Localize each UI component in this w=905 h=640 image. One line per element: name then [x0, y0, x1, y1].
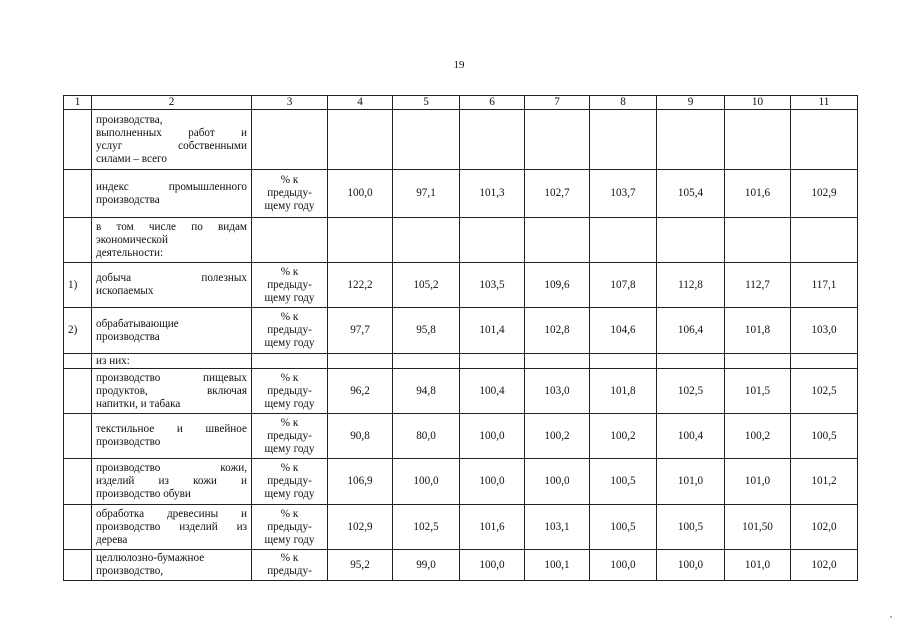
- indicator-name: [92, 308, 252, 354]
- value-cell: 102,5: [657, 369, 725, 414]
- value-cell: 96,2: [328, 369, 393, 414]
- value-cell: 101,0: [657, 459, 725, 505]
- value-cell: 102,7: [525, 170, 590, 218]
- row-index: 1): [64, 263, 92, 308]
- value-cell: 103,7: [590, 170, 657, 218]
- value-cell: 102,8: [525, 308, 590, 354]
- value-cell: [328, 218, 393, 263]
- value-cell: 101,6: [725, 170, 791, 218]
- value-cell: 100,2: [525, 414, 590, 459]
- value-cell: 100,4: [460, 369, 525, 414]
- unit-cell: [252, 414, 328, 459]
- value-cell: 101,50: [725, 505, 791, 550]
- value-cell: 103,0: [791, 308, 858, 354]
- unit-cell: [252, 459, 328, 505]
- value-cell: 102,9: [791, 170, 858, 218]
- value-cell: 99,0: [393, 550, 460, 581]
- indicator-name-line: добыча полезных: [96, 272, 247, 284]
- table-row: [64, 263, 858, 308]
- value-cell: [460, 354, 525, 369]
- unit-line: щему году: [264, 200, 315, 212]
- indicator-name-line: выполненных работ и: [96, 126, 247, 139]
- value-cell: 90,8: [328, 414, 393, 459]
- row-index: [64, 354, 92, 369]
- value-cell: 100,1: [525, 550, 590, 581]
- column-number: 9: [657, 96, 725, 110]
- page-number: 19: [453, 59, 465, 71]
- row-index: [64, 414, 92, 459]
- indicator-table: [63, 95, 858, 581]
- unit-line: % к: [280, 371, 299, 384]
- indicator-name: [92, 459, 252, 505]
- value-cell: 103,5: [460, 263, 525, 308]
- indicator-name-line: производство пищевых: [96, 371, 247, 384]
- value-cell: 107,8: [590, 263, 657, 308]
- column-number: 10: [725, 96, 791, 110]
- unit-line: щему году: [264, 337, 315, 349]
- value-cell: 100,0: [393, 459, 460, 505]
- value-cell: 101,0: [725, 550, 791, 581]
- unit-line: % к: [280, 552, 299, 564]
- indicator-name-line: производство обуви: [96, 488, 191, 500]
- indicator-name: [92, 505, 252, 550]
- indicator-name-line: ископаемых: [96, 285, 154, 297]
- indicator-name-line: производство изделий из: [96, 520, 247, 533]
- table-row: [64, 170, 858, 218]
- table-body: [64, 96, 858, 581]
- scan-speck: [890, 616, 892, 618]
- value-cell: [791, 354, 858, 369]
- value-cell: [791, 110, 858, 170]
- unit-cell: [252, 263, 328, 308]
- value-cell: 101,8: [590, 369, 657, 414]
- value-cell: 100,0: [590, 550, 657, 581]
- value-cell: [590, 110, 657, 170]
- value-cell: 100,5: [590, 459, 657, 505]
- value-cell: 97,1: [393, 170, 460, 218]
- value-cell: 100,0: [460, 414, 525, 459]
- value-cell: 101,5: [725, 369, 791, 414]
- indicator-name-line: из них:: [96, 354, 130, 367]
- value-cell: 80,0: [393, 414, 460, 459]
- value-cell: [393, 354, 460, 369]
- row-index: [64, 369, 92, 414]
- value-cell: 102,5: [393, 505, 460, 550]
- unit-cell: [252, 170, 328, 218]
- value-cell: [328, 110, 393, 170]
- value-cell: 100,0: [460, 459, 525, 505]
- value-cell: 101,6: [460, 505, 525, 550]
- indicator-name-line: в том числе по видам: [96, 220, 247, 233]
- value-cell: 100,5: [590, 505, 657, 550]
- column-number-row: [64, 96, 858, 110]
- column-number: 8: [590, 96, 657, 110]
- value-cell: 122,2: [328, 263, 393, 308]
- value-cell: 102,0: [791, 550, 858, 581]
- table-row: [64, 414, 858, 459]
- value-cell: 100,4: [657, 414, 725, 459]
- column-number: 3: [252, 96, 328, 110]
- unit-line: % к: [280, 416, 299, 429]
- indicator-name: [92, 354, 252, 369]
- unit-cell: [252, 550, 328, 581]
- indicator-name: [92, 550, 252, 581]
- table-row: [64, 354, 858, 369]
- row-index: 2): [64, 308, 92, 354]
- value-cell: 106,9: [328, 459, 393, 505]
- value-cell: [393, 110, 460, 170]
- unit-line: предыду-: [267, 520, 312, 533]
- unit-line: % к: [280, 462, 299, 474]
- column-number: 11: [791, 96, 858, 110]
- unit-line: предыду-: [267, 475, 312, 487]
- value-cell: 100,0: [525, 459, 590, 505]
- table-row: [64, 110, 858, 170]
- indicator-name-line: напитки, и табака: [96, 397, 181, 410]
- column-number: 6: [460, 96, 525, 110]
- unit-cell: [252, 354, 328, 369]
- indicator-name-line: услуг собственными: [96, 139, 247, 152]
- unit-line: щему году: [264, 397, 315, 410]
- value-cell: 105,2: [393, 263, 460, 308]
- value-cell: 94,8: [393, 369, 460, 414]
- indicator-name-line: обрабатывающие: [96, 317, 179, 330]
- column-number: 2: [92, 96, 252, 110]
- value-cell: 101,2: [791, 459, 858, 505]
- column-number: 1: [64, 96, 92, 110]
- value-cell: 95,8: [393, 308, 460, 354]
- unit-line: щему году: [264, 442, 315, 455]
- unit-line: % к: [280, 507, 299, 520]
- value-cell: [590, 354, 657, 369]
- indicator-name: [92, 170, 252, 218]
- unit-line: щему году: [264, 488, 315, 500]
- value-cell: [725, 354, 791, 369]
- table-row: [64, 218, 858, 263]
- value-cell: [393, 218, 460, 263]
- unit-cell: [252, 308, 328, 354]
- value-cell: 100,0: [460, 550, 525, 581]
- value-cell: [725, 218, 791, 263]
- indicator-name: [92, 263, 252, 308]
- value-cell: 109,6: [525, 263, 590, 308]
- unit-line: щему году: [264, 533, 315, 546]
- value-cell: 102,9: [328, 505, 393, 550]
- indicator-name-line: целлюлозно-бумажное: [96, 552, 205, 564]
- value-cell: 103,1: [525, 505, 590, 550]
- value-cell: [657, 110, 725, 170]
- indicator-name-line: деятельности:: [96, 246, 164, 259]
- value-cell: 97,7: [328, 308, 393, 354]
- indicator-name-line: дерева: [96, 533, 128, 546]
- unit-line: предыду-: [267, 384, 312, 397]
- indicator-name-line: обработка древесины и: [96, 507, 247, 520]
- unit-line: предыду-: [267, 429, 312, 442]
- value-cell: [791, 218, 858, 263]
- value-cell: 95,2: [328, 550, 393, 581]
- value-cell: 100,0: [328, 170, 393, 218]
- column-number: 7: [525, 96, 590, 110]
- unit-cell: [252, 218, 328, 263]
- value-cell: 106,4: [657, 308, 725, 354]
- row-index: [64, 505, 92, 550]
- value-cell: 100,0: [657, 550, 725, 581]
- value-cell: 101,3: [460, 170, 525, 218]
- row-index: [64, 110, 92, 170]
- value-cell: [657, 354, 725, 369]
- indicator-name: [92, 414, 252, 459]
- indicator-name-line: индекс промышленного: [96, 180, 247, 193]
- unit-cell: [252, 369, 328, 414]
- indicator-name-line: производство кожи,: [96, 462, 247, 474]
- indicator-name-line: производства: [96, 193, 160, 206]
- indicator-name-line: производства: [96, 330, 160, 343]
- value-cell: 100,5: [791, 414, 858, 459]
- unit-cell: [252, 110, 328, 170]
- value-cell: [460, 218, 525, 263]
- unit-line: предыду-: [267, 565, 312, 577]
- value-cell: 101,0: [725, 459, 791, 505]
- indicator-name-line: текстильное и швейное: [96, 423, 247, 435]
- table-row: [64, 369, 858, 414]
- unit-line: % к: [280, 265, 299, 278]
- table-row: [64, 308, 858, 354]
- table-row: [64, 459, 858, 505]
- unit-line: щему году: [264, 291, 315, 304]
- unit-line: % к: [280, 311, 299, 323]
- unit-line: предыду-: [267, 187, 312, 199]
- indicator-name: [92, 110, 252, 170]
- indicator-name: [92, 369, 252, 414]
- value-cell: 100,2: [725, 414, 791, 459]
- column-number: 5: [393, 96, 460, 110]
- value-cell: 105,4: [657, 170, 725, 218]
- column-number: 4: [328, 96, 393, 110]
- value-cell: 102,0: [791, 505, 858, 550]
- value-cell: [725, 110, 791, 170]
- value-cell: [328, 354, 393, 369]
- table-row: [64, 505, 858, 550]
- value-cell: [460, 110, 525, 170]
- value-cell: 102,5: [791, 369, 858, 414]
- unit-line: предыду-: [267, 324, 312, 336]
- unit-line: % к: [280, 174, 299, 186]
- value-cell: 100,2: [590, 414, 657, 459]
- value-cell: 103,0: [525, 369, 590, 414]
- indicator-name-line: изделий из кожи и: [96, 475, 247, 487]
- value-cell: [525, 110, 590, 170]
- value-cell: [590, 218, 657, 263]
- value-cell: [525, 354, 590, 369]
- value-cell: 100,5: [657, 505, 725, 550]
- value-cell: [657, 218, 725, 263]
- indicator-name-line: производство: [96, 436, 161, 448]
- row-index: [64, 170, 92, 218]
- row-index: [64, 459, 92, 505]
- unit-line: предыду-: [267, 278, 312, 291]
- indicator-name: [92, 218, 252, 263]
- value-cell: 112,7: [725, 263, 791, 308]
- value-cell: 112,8: [657, 263, 725, 308]
- indicator-name-line: силами – всего: [96, 152, 167, 165]
- indicator-name-line: производство,: [96, 565, 164, 577]
- value-cell: 117,1: [791, 263, 858, 308]
- indicator-name-line: экономической: [96, 233, 168, 246]
- indicator-name-line: продуктов, включая: [96, 384, 247, 397]
- value-cell: 101,8: [725, 308, 791, 354]
- row-index: [64, 218, 92, 263]
- unit-cell: [252, 505, 328, 550]
- indicator-name-line: производства,: [96, 113, 163, 126]
- value-cell: [525, 218, 590, 263]
- value-cell: 104,6: [590, 308, 657, 354]
- row-index: [64, 550, 92, 581]
- value-cell: 101,4: [460, 308, 525, 354]
- table-row: [64, 550, 858, 581]
